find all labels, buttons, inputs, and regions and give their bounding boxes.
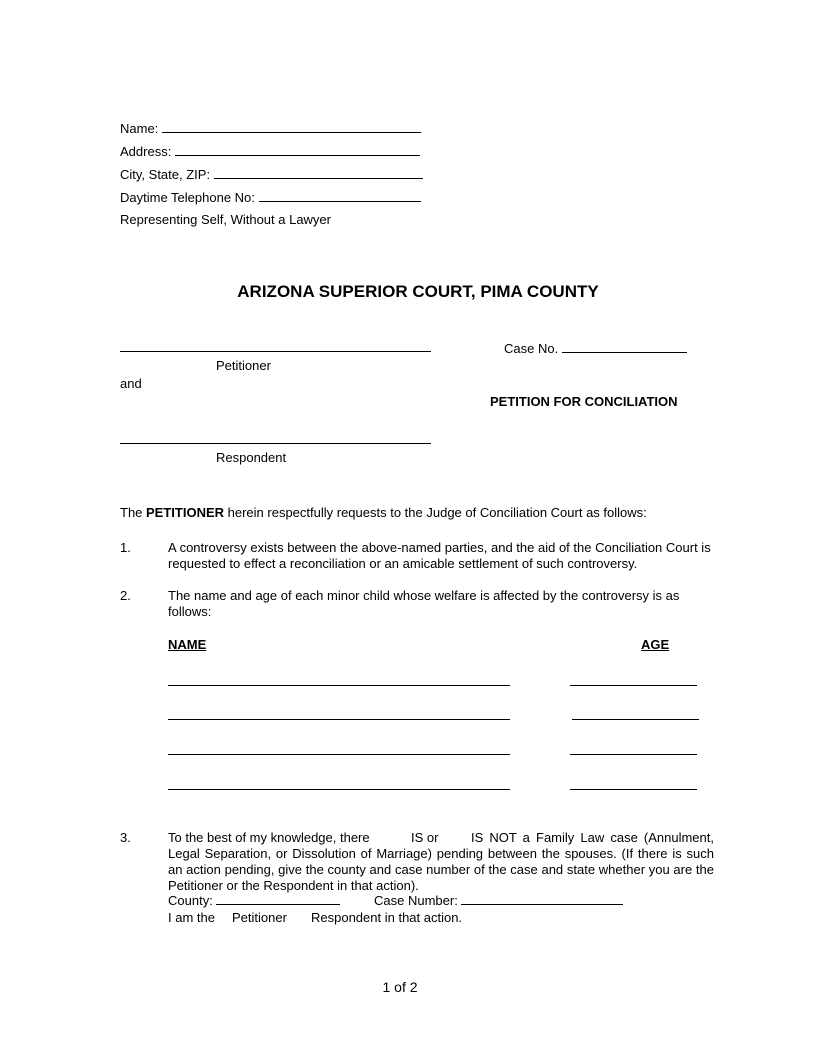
item-1-number: 1. <box>120 540 131 555</box>
respondent-name-field[interactable] <box>120 443 431 444</box>
respondent-label: Respondent <box>216 450 287 465</box>
address-field[interactable] <box>175 143 420 156</box>
city-field[interactable] <box>214 166 423 179</box>
case-no-field[interactable] <box>562 340 687 353</box>
child-name-field[interactable] <box>168 754 510 755</box>
child-age-field[interactable] <box>570 685 697 686</box>
item-2-number: 2. <box>120 588 131 603</box>
item-3-text-rest: Legal Separation, or Dissolution of Marriage) pending between the spouses. (If there is such an action pending, give the county and case number of the case and state whether you are the Petitioner or the Respondent in that action). <box>168 846 714 893</box>
name-label: Name: <box>120 121 159 136</box>
intro-before: The <box>120 505 147 520</box>
case-number-field[interactable] <box>461 892 623 905</box>
address-line <box>120 143 420 159</box>
intro-after: herein respectfully requests to the Judge of Conciliation Court as follows: <box>224 505 647 520</box>
petitioner-name-field[interactable] <box>120 351 431 352</box>
name-field[interactable] <box>162 120 421 133</box>
intro-paragraph <box>120 505 647 520</box>
phone-line <box>120 189 421 205</box>
i-am-the-label: I am the <box>168 910 215 925</box>
county-line <box>168 892 340 908</box>
city-label: City, State, ZIP: <box>120 167 211 182</box>
petitioner-label: Petitioner <box>216 358 271 373</box>
item-3-number: 3. <box>120 830 131 845</box>
court-title: ARIZONA SUPERIOR COURT, PIMA COUNTY <box>237 282 599 301</box>
case-number-label: Case Number: <box>374 893 458 908</box>
child-age-field[interactable] <box>570 789 697 790</box>
item-2-text: The name and age of each minor child whose welfare is affected by the controversy is as follows: <box>168 588 680 619</box>
respondent-option[interactable]: Respondent in that action. <box>311 910 463 925</box>
child-name-field[interactable] <box>168 719 510 720</box>
phone-field[interactable] <box>259 189 421 202</box>
age-column-header: AGE <box>641 637 670 652</box>
representing-text: Representing Self, Without a Lawyer <box>120 212 331 227</box>
and-label: and <box>120 376 142 391</box>
name-column-header: NAME <box>168 637 207 652</box>
case-number-line-item3 <box>374 892 623 908</box>
county-field[interactable] <box>216 892 340 905</box>
case-number-line <box>504 340 687 356</box>
page-number: 1 of 2 <box>382 979 418 995</box>
phone-label: Daytime Telephone No: <box>120 190 255 205</box>
petitioner-option[interactable]: Petitioner <box>232 910 287 925</box>
child-name-field[interactable] <box>168 789 510 790</box>
document-title: PETITION FOR CONCILIATION <box>490 394 678 409</box>
item-1-text: A controversy exists between the above-named parties, and the aid of the Conciliation Court is requested to effect a reconciliation or an amicable settlement of such controversy. <box>168 540 711 571</box>
county-label: County: <box>168 893 213 908</box>
city-line <box>120 166 423 182</box>
case-no-label: Case No. <box>504 341 559 356</box>
child-age-field[interactable] <box>572 719 699 720</box>
item-3-text-start: To the best of my knowledge, there <box>168 830 370 845</box>
address-label: Address: <box>120 144 172 159</box>
option-is-not[interactable]: IS NOT a Family Law case (Annulment, <box>471 830 714 845</box>
name-line <box>120 120 421 136</box>
child-name-field[interactable] <box>168 685 510 686</box>
child-age-field[interactable] <box>570 754 697 755</box>
option-is[interactable]: IS or <box>411 830 439 845</box>
intro-bold: PETITIONER <box>146 505 225 520</box>
